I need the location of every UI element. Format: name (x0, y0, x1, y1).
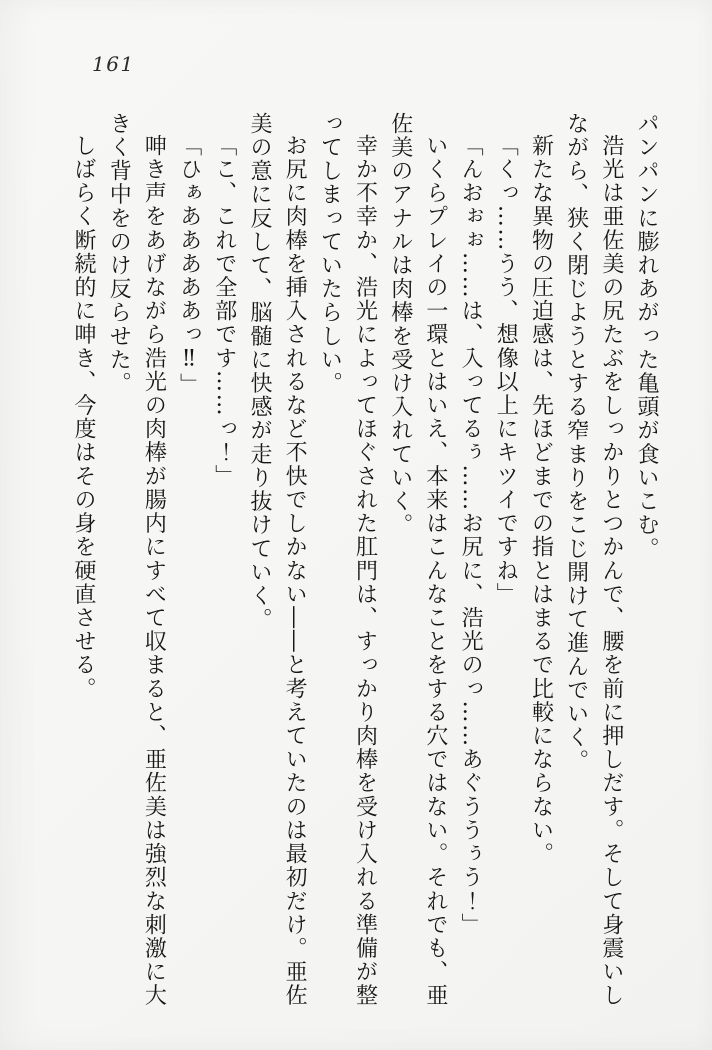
paragraph: お尻に肉棒を挿入されるなど不快でしかない――と考えていたのは最初だけ。亜佐美の意に反して、脳髄に快感が走り抜けていく。 (246, 112, 308, 1008)
paragraph: 「んおぉぉ……は、入ってるぅ……お尻に、浩光のっ……あぐううぅう！」 (458, 134, 484, 937)
paragraph: パンパンに膨れあがった亀頭が食いこむ。 (634, 112, 659, 561)
paragraph: 「こ、これで全部です……っ！」 (211, 134, 237, 489)
paragraph: 新たな異物の圧迫感は、先ほどまでの指とはまるで比較にならない。 (528, 134, 554, 866)
paragraph: 「くっ……うう、想像以上にキツイですね」 (493, 134, 519, 607)
paragraph: 呻き声をあげながら浩光の肉棒が腸内にすべて収まると、亜佐美は強烈な刺激に大きく背中をのけ反らせた。 (106, 112, 167, 1008)
paragraph: 幸か不幸か、浩光によってほぐされた肛門は、すっかり肉棒を受け入れる準備が整ってしまっていたらしい。 (317, 112, 378, 1008)
text-area (66, 112, 664, 1017)
page-number: 161 (92, 52, 135, 76)
paragraph: いくらプレイの一環とはいえ、本来はこんなことをする穴ではない。それでも、亜佐美のアナルは肉棒を受け入れていく。 (387, 112, 448, 1008)
paragraph: 「ひぁあああああっ‼」 (176, 134, 202, 397)
paragraph: 浩光は亜佐美の尻たぶをしっかりとつかんで、腰を前に押しだす。そして身震いしながら、狭く閉じようとする窄まりをこじ開けて進んでいく。 (563, 112, 624, 1008)
paragraph: しばらく断続的に呻き、今度はその身を硬直させる。 (71, 134, 96, 701)
